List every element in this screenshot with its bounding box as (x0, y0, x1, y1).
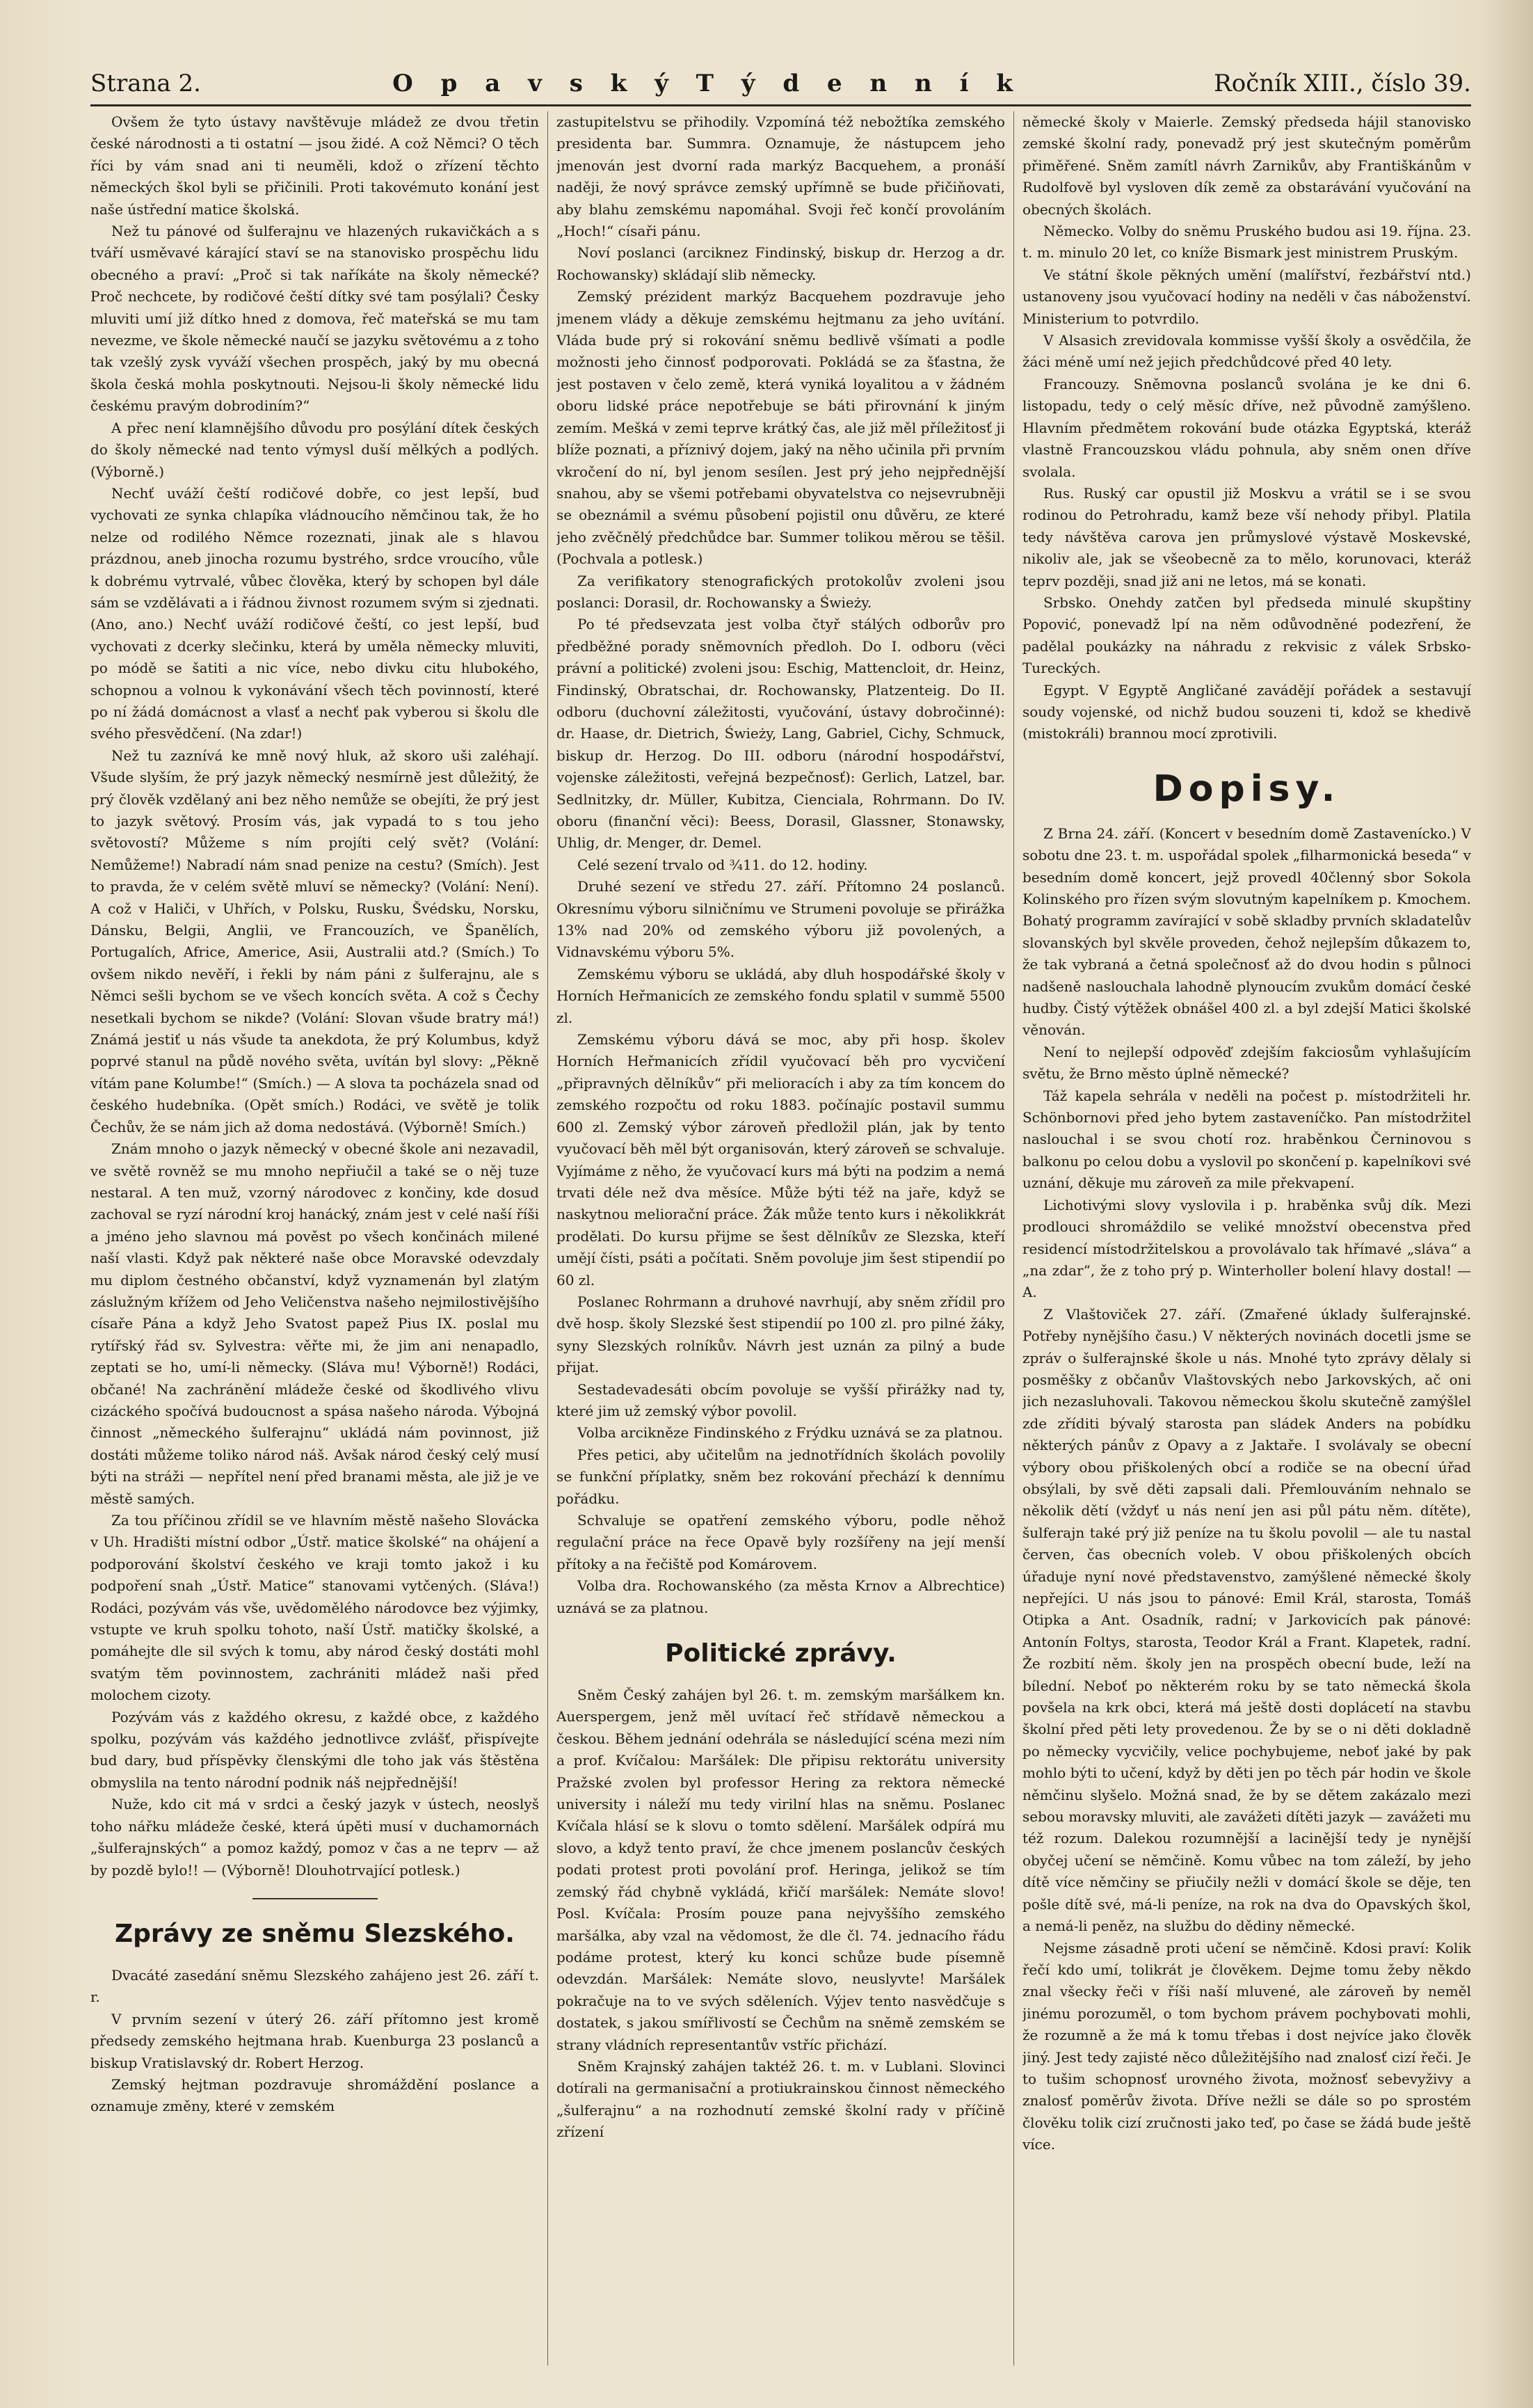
paragraph: V Alsasich zrevidovala kommisse vyšší školy a osvědčila, že žáci méně umí než jejich předchůdcové před 40 lety. (1022, 332, 1471, 371)
column-rule (547, 111, 548, 2366)
paragraph: Po té předsevzata jest volba čtyř stálých odborův pro předběžné porady sněmovních předloh. Do I. odboru (věci právní a politické) zvoleni jsou: Eschig, Mattencloit, dr. Heinz, Findinský, Obratschai, dr. Rochowansky, Platzenteig. Do II. odboru (duchovní záležitosti, vyučování, ústavy dobročinné): dr. Haase, dr. Dietrich, Świeży, Lang, Gabriel, Cichy, Schmuck, biskup dr. Herzog. Do III. odboru (národní hospodářství, vojenske záležitosti, veřejná bezpečnosť): Gerlich, Latzel, bar. Sedlnitzky, dr. Müller, Kubitza, Cienciala, Rohrmann. Do IV. oboru (finanční věci): Beess, Dorasil, Glassner, Stonawsky, Uhlig, dr. Menger, dr. Demel. (556, 616, 1005, 852)
paragraph: V prvním sezení v úterý 26. září přítomno jest kromě předsedy zemského hejtmana hrab. Kuenburga 23 poslanců a biskup Vratislavský dr. Robert Herzog. (90, 2010, 539, 2071)
paragraph: Lichotivými slovy vyslovila i p. hraběnka svůj dík. Mezi prodlouci shromáždilo se veliké množství obecenstva před residencí místodržitelskou a provolávalo tak hřímavé „sláva“ a „na zdar“, že z toho prý p. Winterholler bolení hlavy dostal! — A. (1022, 1196, 1471, 1301)
paragraph: Volba arcikněze Findinského z Frýdku uznává se za platnou. (577, 1424, 1003, 1442)
paragraph: Egypt. V Egyptě Angličané zavádějí pořádek a sestavují soudy vojenské, od nichž budou souzeni ti, kdož se khedivě (mistokráli) brannou mocí zprotivili. (1022, 681, 1471, 742)
paragraph: Sněm Krajnský zahájen taktéž 26. t. m. v Lublani. Slovinci dotírali na germanisační a protiukrainskou činnost německého „šulferajnu“ a na rozhodnutí zemské školní rady v příčině zřízení (556, 2057, 1005, 2141)
page-edge-shadow (1484, 0, 1533, 2408)
paragraph: Zemský prézident markýz Bacquehem pozdravuje jeho jmenem vlády a děkuje zemskému hejtmanu za jeho uvítání. Vláda bude prý si rokování sněmu bedlivě všímati a podle možnosti jeho činnosť podporovati. Pokládá se za šťastna, že jest postaven v čelo země, která vyniká loyalitou a v žádném oboru lidské práce nepotřebuje se báti přirovnání k jiným zemím. Mešká v zemi teprve krátký čas, ale již měl příležitosť ji blíže poznati, a příznivý dojem, jaký na něho učinila při prvním vkročení do ní, byl jenom sesílen. Jest prý jeho nejpřednější snahou, aby se všemi potřebami obyvatelstva co nejsevrubněji se obeznámil a svému působení pojistil onu důvěru, ze které jeho zvěčnělý předchůdce bar. Summer tolikou měrou se těšil. (Pochvala a potlesk.) (556, 288, 1005, 568)
paragraph: Pozývám vás z každého okresu, z každé obce, z každého spolku, pozývám vás každého jednotlivce zvlášť, přispívejte bud dary, bud příspěvky členskými dle toho jak vás štěstěna obmyslila na tento národní podnik náš nejpřednější! (90, 1708, 539, 1791)
section-heading-slezsky-snem: Zprávy ze sněmu Slezského. (115, 1919, 515, 1948)
paragraph: Táž kapela sehrála v neděli na počest p. místodržiteli hr. Schönbornovi před jeho bytem zastaveníčko. Pan místodržitel naslouchal i se svou chotí roz. hraběnkou Černinovou s balkonu po celou dobu a vyslovil po skončení p. kapelníkovi své uznání, děkuje mu zároveň za mile překvapení. (1022, 1087, 1471, 1192)
paragraph: Dvacáté zasedání sněmu Slezského zahájeno jest 26. září t. r. (90, 1966, 539, 2006)
paragraph: Ovšem že tyto ústavy navštěvuje mládež ze dvou třetin české národnosti a ti ostatní — jsou židé. A což Němci? O těch říci by vám snad ani ti neuměli, kdož o zřízení těchto německých škol byli se přičinili. Proti takovémuto konání jest naše ústřední matice školská. (90, 113, 539, 218)
paragraph: Než tu pánové od šulferajnu ve hlazených rukavičkách a s tváří usměvavé kárající staví se na stanovisko prospěchu lidu obecného a praví: „Proč si tak naříkáte na školy německé? Proč nechcete, by rodičové čeští dítky své tam posýlali? Česky mluviti umí již dítko hned z domova, řeč mateřská se mu tam nevezme, ve škole německé naučí se jazyku světovému a z toho tak vzešlý zysk vyváží všechen prospěch, jaký by mu obecná škola česká mohla poskytnouti. Nejsou-li školy německé lidu českému pravým dobrodiním?“ (90, 223, 539, 415)
paragraph: Poslanec Rohrmann a druhové navrhují, aby sněm zřídil pro dvě hosp. školy Slezské šest stipendií po 100 zl. pro pilné žáky, syny Slezských rolníkův. Návrh jest uznán za pilný a bude přijat. (556, 1293, 1005, 1376)
page-header (90, 61, 1471, 106)
paragraph: Celé sezení trvalo od ¾11. do 12. hodiny. (577, 856, 868, 873)
header-rule (90, 104, 1471, 106)
paragraph: Není to nejlepší odpověď zdejším fakciosům vyhlašujícím světu, že Brno město úplně německé? (1022, 1043, 1471, 1083)
paragraph: Noví poslanci (arciknez Findinský, biskup dr. Herzog a dr. Rochowansky) skládají slib německy. (556, 244, 1005, 283)
paragraph: Německo. Volby do sněmu Pruského budou asi 19. října. 23. t. m. minulo 20 let, co kníže Bismark jest ministrem Pruským. (1022, 223, 1471, 262)
paragraph: Z Brna 24. září. (Koncert v besedním domě Zastavenícko.) V sobotu dne 23. t. m. uspořádal spolek „filharmonická beseda“ v besedním domě koncert, jejž provedl 40členný sbor Sokola Kolinského pro řízen svým slovutným kapelníkem p. Kmochem. Bohatý programm zavírající v sobě skladby prvních skladatelův slovanských byl skvěle proveden, čehož nejlepším důkazem to, že tak vybraná a četná společnosť až do dvou hodin s půlnoci nadšeně naslouchala lahodně plynoucím zvukům domácí české hudby. Čistý výtěžek obnášel 400 zl. a byl zdejší Matici školské věnován. (1022, 824, 1471, 1039)
paragraph: Ve státní škole pěkných umění (malířství, řezbářství ntd.) ustanoveny jsou vyučovací hodiny na neděli v čas náboženství. Ministerium to potvrdilo. (1022, 266, 1471, 327)
paragraph: Za tou příčinou zřídil se ve hlavním městě našeho Slovácka v Uh. Hradišti místní odbor „Ústř. matice školské“ na ohájení a podporování školství českého ve kraji tomto jakož i ku podpoření snah „Ústř. Matice“ stanovami vytčených. (Sláva!) Rodáci, pozývám vás vše, uvědomělého národovce bez výjimky, vstupte ve kruh spolku tohoto, naší Ústř. matičky školské, a pomáhejte dle sil svých k tomu, aby národ český dostáti mohl svatým těm povinnostem, zachrániti mládež naši před molochem cizoty. (90, 1512, 539, 1704)
section-heading-dopisy: Dopisy. (1153, 767, 1341, 810)
paragraph: A přec není klamnějšího důvodu pro posýlání dítek českých do školy německé nad tento výmysl duší mělkých a podlých. (Výborně.) (90, 419, 539, 480)
column-1 (90, 111, 539, 2366)
column-rule (1013, 111, 1014, 2366)
section-heading-politicke-zpravy: Politické zprávy. (665, 1639, 897, 1668)
column-2 (556, 111, 1005, 2366)
paragraph: Srbsko. Onehdy zatčen byl předseda minulé skupštiny Popović, ponevadž lpí na něm odůvodněné podezření, že padělal poukázky na náhradu z rekvisic z válek Srbsko-Tureckých. (1022, 593, 1471, 677)
paragraph: německé školy v Maierle. Zemský předseda hájil stanovisko zemské školní rady, ponevadž prý jest skutečným poměrům přiměřené. Sněm zamítl návrh Zarnikův, aby Františkánům v Rudolfově byl vysloven dík země za obstarávání vyučování na obecných školách. (1022, 113, 1471, 218)
paragraph: Sněm Český zahájen byl 26. t. m. zemským maršálkem kn. Auerspergem, jenž měl uvítací řeč střídavě německou a českou. Během jednání odehrála se následující scéna mezi ním a prof. Kvíčalou: Maršálek: Dle připisu rektorátu university Pražské zvolen byl professor Hering za rektora německé university i náleží mu tedy virilní hlas na sněmu. Poslanec Kvíčala hlásí se k slovu o tomto sdělení. Maršálek odpírá mu slovo, a když tento praví, že chce jmenem poslancův českých podati protest proti povolání prof. Heringa, jelikož se tím zemský řád chybně vykládá, křičí maršálek: Nemáte slovo! Posl. Kvíčala: Prosím pouze pana nejvyššího zemského maršálka, aby vzal na vědomost, že dle čl. 74. jednacího řádu podáme protest, který ku konci schůze bude písemně odevzdán. Maršálek: Nemáte slovo, neuslyvte! Maršálek pokračuje na to ve svých sděleních. Výjev tento nasvědčuje s dostatek, s jakou smířlivostí se Čechům na sněmě zemském se strany vládních representantův vstříc přichází. (556, 1687, 1005, 2053)
paragraph: Zemský hejtman pozdravuje shromáždění poslance a oznamuje změny, které v zemském (90, 2075, 539, 2115)
paragraph: Nejsme zásadně proti učení se němčině. Kdosi praví: Kolik řečí kdo umí, tolikrát je člověkem. Dejme tomu žeby někdo znal všecky řeči v říši naší mluvené, ale zároveň by neměl jinému porozuměl, o tom bychom právem pochybovati mohli, že rozumně a že má k tomu třebas i dost nejvíce jako člověk jiný. Jest tedy zajisté něco důležitějšího nad znalosť cizí řeči. Je to tušim schopnosť urovného života, možnosť sebevyživy a znalosť poměrův života. Dříve nežli se dále so po sprostém člověku tolik cizí zručnosti jako teď, po čase se žádá bude ještě více. (1022, 1939, 1471, 2153)
paragraph: Zemskému výboru se ukládá, aby dluh hospodářské školy v Horních Heřmanicích ze zemského fondu splatil v summě 5500 zl. (556, 965, 1005, 1026)
paragraph: Přes petici, aby učitelům na jednotřídních školách povolily se funkční příplatky, sněm bez rokování přechází k dennímu pořádku. (556, 1446, 1005, 1507)
paragraph: Než tu zaznívá ke mně nový hluk, až skoro uši zaléhají. Všude slyším, že prý jazyk německý nesmírně jest důležitý, že prý člověk vzdělaný ani bez něho nemůže se obejíti, že prý jest to jazyk světový. Prosím vás, jak vypadá to s tou jeho světovostí? Můžeme s ním projíti celý svět? (Volání: Nemůžeme!) Nabradí nám snad penize na cestu? (Smích). Jest to pravda, že v celém světě mluví se německy? (Volání: Není). A což v Haliči, v Uhřích, v Polsku, Rusku, Švédsku, Norsku, Dánsku, Belgii, Anglii, ve Francouzích, ve Španělích, Portugalích, Africe, Americe, Asii, Australii atd.? (Smích.) To ovšem nikdo nevěří, i řekli by nám páni z šulferajnu, ale s Němci sešli bychom se ve všech koncích světa. A což s Čechy nesetkali bychom se nikde? (Volání: Slovan všude bratry má!) Známá jestiť u nás všude ta anekdota, že prý Kolumbus, když poprvé stanul na půdě nového světa, uvítán byl slovy: „Pěkně vítám pane Kolumbe!“ (Smích.) — A slova ta pocházela snad od českého hudebníka. (Opět smích.) Rodáci, ve světě je tolik Čechův, že se nám jich až doma nedostává. (Výborně! Smích.) (90, 747, 539, 1135)
paragraph: Volba dra. Rochowanského (za města Krnov a Albrechtice) uznává se za platnou. (556, 1577, 1005, 1616)
masthead-title: O p a v s k ý T ý d e n n í k (392, 70, 1022, 97)
paragraph: Zemskému výboru dává se moc, aby při hosp. školev Horních Heřmanicích zřídil vyučovací běh pro vycvičení „připravných dělníkův“ při melioracích i aby za tím koncem do zemského rozpočtu od roku 1883. počínajíc postavil summu 600 zl. Zemský výbor zároveň předložil plán, jak by tento vyučovací běh měl být organisován, který zároveň se schvaluje. Vyjímáme z něho, že vyučovací kurs má býti na podzim a nemá trvati déle než dva měsíce. Může býti též na jaře, když se naskytnou meliorační práce. Žák může tento kurs i několikkrát prodělati. Do kursu přijme se šest dělníkův ze Slezska, kteří umějí čísti, psáti a počítati. Sněm povoluje jim šest stipendií po 60 zl. (556, 1031, 1005, 1289)
column-3 (1022, 111, 1471, 2366)
paragraph: Rus. Ruský car opustil již Moskvu a vrátil se i se svou rodinou do Petrohradu, kamž beze vší nehody přibyl. Platila tedy návštěva carova jen průmyslové výstavě Moskevské, nikoliv ale, jak se všeobecně za to mělo, korunovaci, kteráž teprv později, snad již ani ne letos, má se konati. (1022, 484, 1471, 589)
paragraph: Nechť uváží čeští rodičové dobře, co jest lepší, buď vychovati ze synka chlapíka vládnoucího němčinou tak, že ho nelze od rodilého Němce rozeznati, jinak ale s hlavou prázdnou, aneb jinocha rozumu bystrého, srdce vroucího, vůle k dobrému vytrvalé, vůbec člověka, který by schopen byl dále sám se vzdělávati a i řádnou živnost rozumem svým si zjednati. (Ano, ano.) Nechť uváží rodičové čeští, co jest lepší, buď vychovati z dcerky slečinku, která by uměla německy mluviti, po módě se šatiti a nic více, nebo divku citu hlubokého, schopnou a volnou k vykonávání všech těch povinností, které po ní žádá domácnost a vlasť a nechť pak vyberou si školu dle svého přesvědčení. (Na zdar!) (90, 484, 539, 742)
paragraph: Nuže, kdo cit má v srdci a český jazyk v ústech, neoslyš toho nářku mládeže české, která úpěti musí v duchamornách „šulferajnských“ a pomoz každý, pomoz v čas a ne teprv — až by pozdě bylo!! — (Výborně! Dlouhotrvající potlesk.) (90, 1796, 539, 1879)
columns (90, 111, 1471, 2366)
paragraph: Druhé sezení ve středu 27. září. Přítomno 24 poslanců. Okresnímu výboru silničnímu ve Strumeni povoluje se přirážka 13% nad 20% od zemského výboru již povolených, a Vidnavskému výboru 5%. (556, 878, 1005, 961)
paragraph: Z Vlaštoviček 27. září. (Zmařené úklady šulferajnské. Potřeby nynějšího času.) V některých novinách docetli jsme se zpráv o šulferajnské škole u nás. Mnohé tyto zprávy dělaly si posměšky z občanův Vlaštovských nebo Jarkovských, ač oni jich nezasluhovali. Takovou německou školu skutečně zamýšlel zde zříditi bývalý starosta pan sládek Anders na pobídku některých pánův z Opavy a z Jaktaře. I svolávaly se obecní výbory obou přiškolených obcí a rodiče se na obecní úřad obsýlali, by svě děti zapsali dali. Přemlouváním nehnalo se několik dětí (vždyť u nás není jen asi půl pátu něm. dítěte), šulferajn také prý již peníze na tu školu povolil — ale tu nastal červen, čas obecních voleb. V obou přiškolených obcích úřaduje nyní nové představenstvo, zamýšlené německé školy nepřejíci. U nás jsou to pánové: Emil Král, starosta, Tomáš Otipka a Ant. Osadník, radní; v Jarkovicích pak pánové: Antonín Foltys, starosta, Teodor Král a Frant. Klapetek, radní. Že rozbití něm. školy jen na prospěch obecní bude, leží na bílední. Neboť po některém roku by se tato německá škola povšela na krk obci, která má ještě dosti doplácetí na stavbu školní před pěti lety provedenou. Že by se o ni děti dokladně po německy vycvičily, velice pochybujeme, neboť jaké by pak mohlo býti to učení, když by děti jen po těch pár hodin ve škole němčinu slyšelo. Možná snad, že by se dětem zakázalo mezi sebou moravsky mluviti, ale zavážeti dítěti jazyk — zavážeti mu též rozum. Dalekou rozumnější a lacinější tedy je nynější obyčej učení se němčině. Komu vůbec na tom záleží, by jeho dítě více němčiny se přiučily nežli v domácí škole se děje, ten pošle dítě své, má-li peníze, na rok na dva do Opavských škol, a nemá-li peněz, na službu do dědiny německé. (1022, 1305, 1471, 1935)
section-divider (252, 1898, 378, 1899)
paragraph: Francouzy. Sněmovna poslanců svolána je ke dni 6. listopadu, tedy o celý měsíc dříve, než původně zamýšleno. Hlavním předmětem rokování bude otázka Egyptská, kteráž vlastně Francouzskou vládu pohnula, aby sněm onen dříve svolala. (1022, 375, 1471, 480)
paragraph: Sestadevadesáti obcím povoluje se vyšší přirážky nad ty, které jim už zemský výbor povolil. (556, 1380, 1005, 1419)
paragraph: Znám mnoho o jazyk německý v obecné škole ani nezavadil, ve světě rovněž se mu mnoho nepřiučil a také se o něj tuze nestaral. A ten muž, vzorný národovec z končiny, kde dosud zachoval se ryzí národní kroj hanácký, znám jest v celé naší říši a jméno jeho slavnou má pověst po všech končinách milené naší vlasti. Když pak některé naše obce Moravské odevzdaly mu diplom čestného občanství, když vyznamenán byl zlatým záslužným křížem od Jeho Veličenstva našeho nejmilostivějšího císaře Pána a když Jeho Svatost papež Pius IX. poslal mu rytířský řád sv. Sylvestra: věřte mi, že jim ani nenapadlo, zeptati se ho, umí-li německy. (Sláva mu! Výborně!) Rodáci, občané! Na zachránění mládeže české od škodlivého vlivu cizáckého spočívá budoucnost a spása našeho národa. Výbojná činnost „německého šulferajnu“ ukládá nám povinnost, již dostáti můžeme toliko národ náš. Avšak národ český celý musí býti na stráži — nepřítel není před branami města, ale již je ve městě samých. (90, 1140, 539, 1507)
issue-info: Ročník XIII., číslo 39. (1214, 70, 1471, 97)
paragraph: Za verifikatory stenografických protokolův zvoleni jsou poslanci: Dorasil, dr. Rochowansky a Świeży. (556, 572, 1005, 611)
paragraph: zastupitelstvu se přihodily. Vzpomíná též nebožtíka zemského presidenta bar. Summra. Oznamuje, že nástupcem jeho jmenován jest dvorní rada markýz Bacquehem, a pronáší naději, že nový správce zemský upřímně se bude přičiňovati, aby blahu zemskému napomáhal. Svoji řeč končí provoláním „Hoch!“ císaři pánu. (556, 113, 1005, 240)
paragraph: Schvaluje se opatření zemského výboru, podle něhož regulační práce na řece Opavě byly rozšířeny na její menší přítoky a na řečiště pod Komárovem. (556, 1512, 1005, 1572)
page-number: Strana 2. (90, 70, 201, 97)
